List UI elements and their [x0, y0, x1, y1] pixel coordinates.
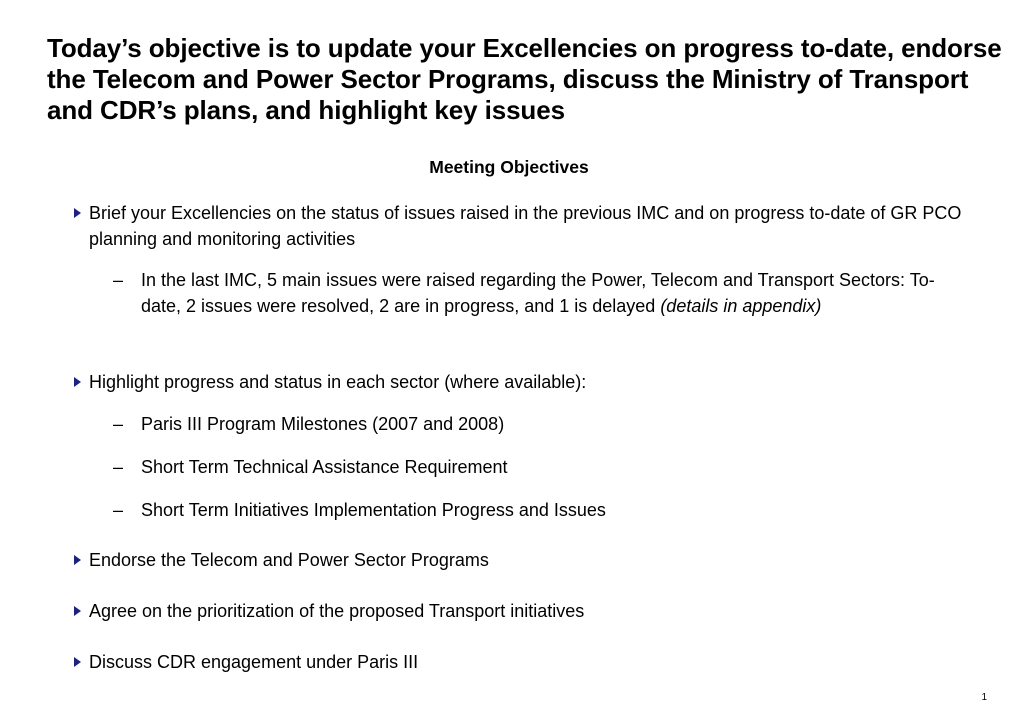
triangle-right-icon: [74, 649, 81, 667]
objective-item-discuss: [89, 649, 969, 675]
sub-item-milestones: [113, 411, 971, 437]
sub-item-text: Short Term Technical Assistance Requirement: [141, 457, 508, 477]
slide-title: Today’s objective is to update your Excellencies on progress to-date, endorse the Telecom and Power Sector Programs, discuss the Ministry of Transport and CDR’s plans, and highlight key issues: [47, 33, 1002, 125]
triangle-right-icon: [74, 598, 81, 616]
dash-marker: –: [113, 270, 124, 290]
dash-marker: –: [113, 414, 124, 434]
dash-marker: –: [113, 500, 124, 520]
sub-item-initiatives: [113, 497, 971, 523]
objective-text: Highlight progress and status in each sector (where available):: [89, 372, 587, 392]
objective-item-highlight: [89, 369, 969, 395]
sub-item-text: Paris III Program Milestones (2007 and 2008): [141, 414, 505, 434]
triangle-right-icon: [74, 547, 81, 565]
objective-item-agree: [89, 598, 969, 624]
sub-item-technical-assistance: [113, 454, 971, 480]
appendix-note: (details in appendix): [660, 296, 822, 316]
sub-item-imc-issues: [113, 267, 971, 319]
section-heading: Meeting Objectives: [429, 157, 589, 177]
objective-text: Discuss CDR engagement under Paris III: [89, 652, 419, 672]
objective-item-endorse: [89, 547, 969, 573]
sub-item-text: Short Term Initiatives Implementation Progress and Issues: [141, 500, 606, 520]
objective-text: Agree on the prioritization of the proposed Transport initiatives: [89, 601, 585, 621]
triangle-right-icon: [74, 369, 81, 387]
sub-item-text: In the last IMC, 5 main issues were raised regarding the Power, Telecom and Transport Sectors: To-date, 2 issues were resolved, 2 are in progress, and 1 is delayed: [141, 270, 935, 316]
objective-text: Endorse the Telecom and Power Sector Programs: [89, 550, 489, 570]
triangle-right-icon: [74, 200, 81, 218]
page-number: 1: [981, 692, 987, 703]
objective-text: Brief your Excellencies on the status of issues raised in the previous IMC and on progress to-date of GR PCO planning and monitoring activities: [89, 203, 962, 249]
dash-marker: –: [113, 457, 124, 477]
objective-item-brief: [89, 200, 969, 252]
